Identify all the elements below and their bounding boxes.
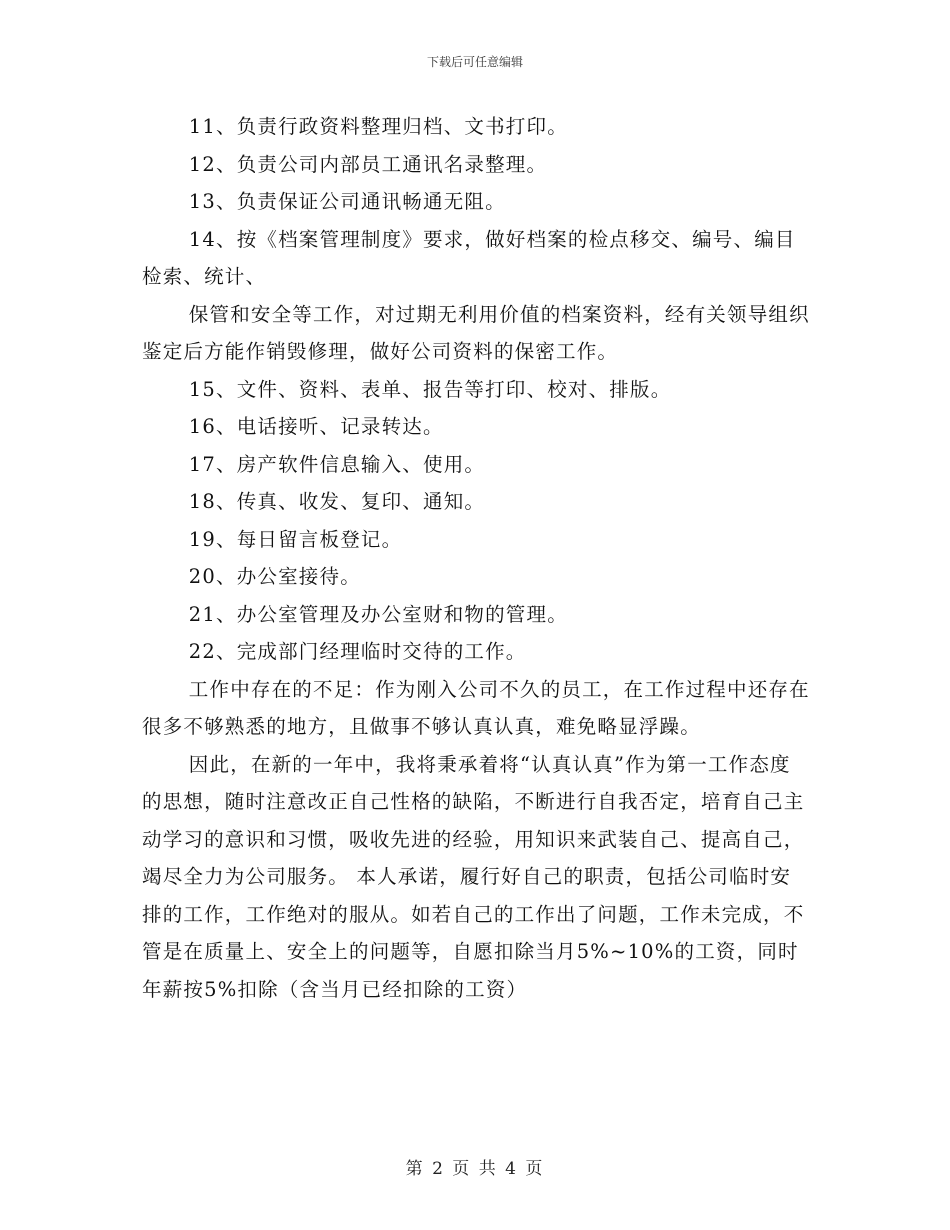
- paragraph: 19、每日留言板登记。: [188, 527, 403, 551]
- page-header: 下载后可任意编辑: [426, 55, 523, 69]
- paragraph: 因此，在新的一年中，我将秉承着将“认真认真”作为第一工作态度的思想，随时注意改正自己性格的缺陷，不断进行自我否定，培育自己主动学习的意识和习惯，吸收先进的经验，用知识来武装自己、提高自己，竭尽全力为公司服务。 本人承诺，履行好自己的职责，包括公司临时安排的工作，工作绝对的服从。如若自己的工作出了问题，工作未完成，不管是在质量上、安全上的问题等，自愿扣除当月5%~10%的工资，同时年薪按5%扣除（含当月已经扣除的工资）: [142, 752, 805, 1001]
- paragraph: 20、办公室接待。: [188, 565, 361, 588]
- paragraph: 13、负责保证公司通讯畅通无阻。: [188, 190, 506, 213]
- paragraph: 18、传真、收发、复印、通知。: [188, 490, 486, 513]
- page-footer: 第 2 页 共 4 页: [405, 1159, 545, 1179]
- paragraph: 22、完成部门经理临时交待的工作。: [188, 640, 527, 663]
- paragraph: 保管和安全等工作，对过期无利用价值的档案资料，经有关领导组织鉴定后方能作销毁修理，做好公司资料的保密工作。: [142, 302, 810, 363]
- document-body: [142, 108, 810, 1008]
- paragraph: 17、房产软件信息输入、使用。: [188, 452, 486, 476]
- paragraph: 21、办公室管理及办公室财和物的管理。: [188, 602, 568, 626]
- paragraph: 12、负责公司内部员工通讯名录整理。: [188, 152, 548, 176]
- paragraph: 16、电话接听、记录转达。: [188, 415, 444, 438]
- paragraph: 14、按《档案管理制度》要求，做好档案的检点移交、编号、编目检索、统计、: [142, 227, 796, 288]
- paragraph: 工作中存在的不足：作为刚入公司不久的员工，在工作过程中还存在很多不够熟悉的地方，且做事不够认真认真，难免略显浮躁。: [142, 677, 810, 738]
- paragraph: 15、文件、资料、表单、报告等打印、校对、排版。: [188, 377, 672, 401]
- paragraph: 11、负责行政资料整理归档、文书打印。: [188, 115, 568, 138]
